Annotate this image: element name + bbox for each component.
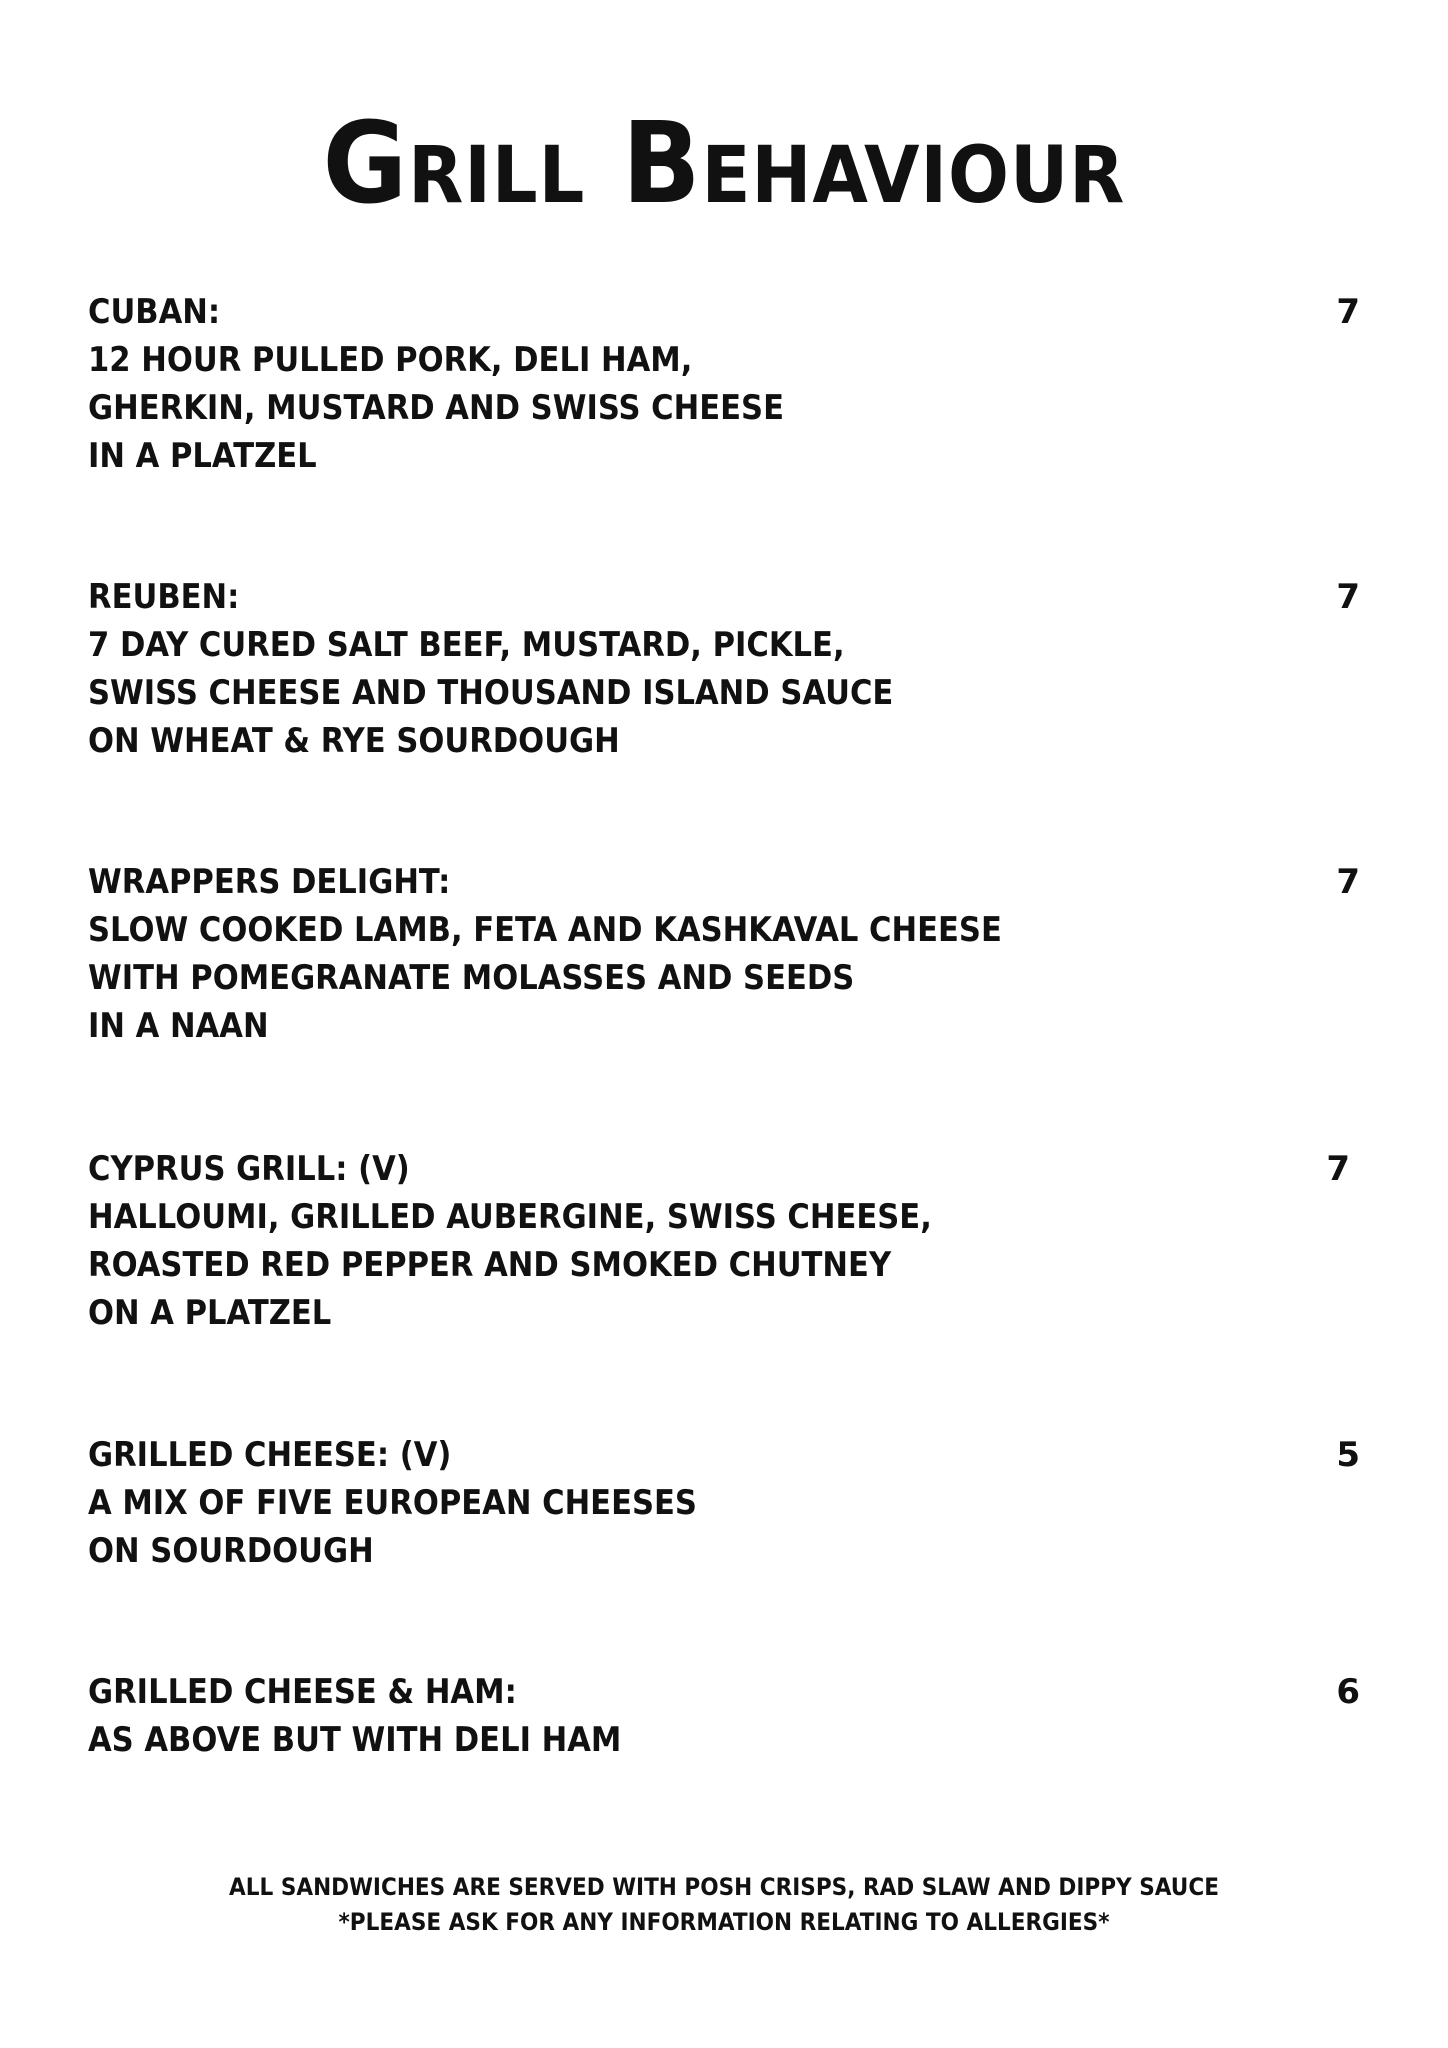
menu-item-description-line: 12 HOUR PULLED PORK, DELI HAM, <box>88 340 693 380</box>
menu-item-price: 6 <box>1336 1672 1360 1712</box>
menu-item-grilled-cheese-ham <box>88 1668 1360 1764</box>
menu-item-description-line: HALLOUMI, GRILLED AUBERGINE, SWISS CHEESE, <box>88 1197 932 1237</box>
menu-item-description-line: IN A PLATZEL <box>88 436 317 476</box>
menu-item-price: 7 <box>1326 1149 1350 1189</box>
menu-item-description-line: AS ABOVE BUT WITH DELI HAM <box>88 1720 622 1760</box>
menu-item-name: CUBAN: <box>88 292 221 332</box>
menu-item-description-line: ON A PLATZEL <box>88 1293 332 1333</box>
menu-item-description-line: GHERKIN, MUSTARD AND SWISS CHEESE <box>88 388 785 428</box>
menu-item-name: GRILLED CHEESE & HAM: <box>88 1672 517 1712</box>
menu-item-name: WRAPPERS DELIGHT: <box>88 862 451 902</box>
menu-item-description-line: 7 DAY CURED SALT BEEF, MUSTARD, PICKLE, <box>88 625 845 665</box>
menu-item-price: 7 <box>1336 862 1360 902</box>
menu-item-header <box>88 288 1360 336</box>
menu-item-price: 7 <box>1336 577 1360 617</box>
menu-title: Grill Behaviour <box>322 99 1126 229</box>
footer-served-with-note: ALL SANDWICHES ARE SERVED WITH POSH CRISPS, RAD SLAW AND DIPPY SAUCE <box>229 1873 1219 1901</box>
menu-item-description-line: WITH POMEGRANATE MOLASSES AND SEEDS <box>88 958 855 998</box>
menu-item-header <box>88 1668 1360 1716</box>
menu-item-header <box>88 1145 1360 1193</box>
menu-item-price: 7 <box>1336 292 1360 332</box>
menu-item-description-line: SLOW COOKED LAMB, FETA AND KASHKAVAL CHEESE <box>88 910 1002 950</box>
menu-item-reuben <box>88 573 1360 765</box>
menu-item-description-line: ROASTED RED PEPPER AND SMOKED CHUTNEY <box>88 1245 892 1285</box>
menu-item-description-line: SWISS CHEESE AND THOUSAND ISLAND SAUCE <box>88 673 894 713</box>
menu-item-name: GRILLED CHEESE: (V) <box>88 1435 452 1475</box>
menu-item-header <box>88 1431 1360 1479</box>
menu-item-wrappers-delight <box>88 858 1360 1050</box>
menu-item-name: REUBEN: <box>88 577 240 617</box>
menu-item-cuban <box>88 288 1360 480</box>
menu-item-description-line: IN A NAAN <box>88 1006 269 1046</box>
menu-item-name: CYPRUS GRILL: (V) <box>88 1149 410 1189</box>
menu-item-price: 5 <box>1336 1435 1360 1475</box>
menu-item-header <box>88 858 1360 906</box>
footer-allergy-note: *PLEASE ASK FOR ANY INFORMATION RELATING TO ALLERGIES* <box>338 1908 1110 1936</box>
menu-item-header <box>88 573 1360 621</box>
menu-item-description-line: ON SOURDOUGH <box>88 1531 374 1571</box>
menu-item-grilled-cheese <box>88 1431 1360 1575</box>
menu-item-description-line: ON WHEAT & RYE SOURDOUGH <box>88 721 620 761</box>
menu-item-cyprus-grill <box>88 1145 1360 1337</box>
menu-item-description-line: A MIX OF FIVE EUROPEAN CHEESES <box>88 1483 697 1523</box>
menu-footer <box>0 1870 1448 1940</box>
